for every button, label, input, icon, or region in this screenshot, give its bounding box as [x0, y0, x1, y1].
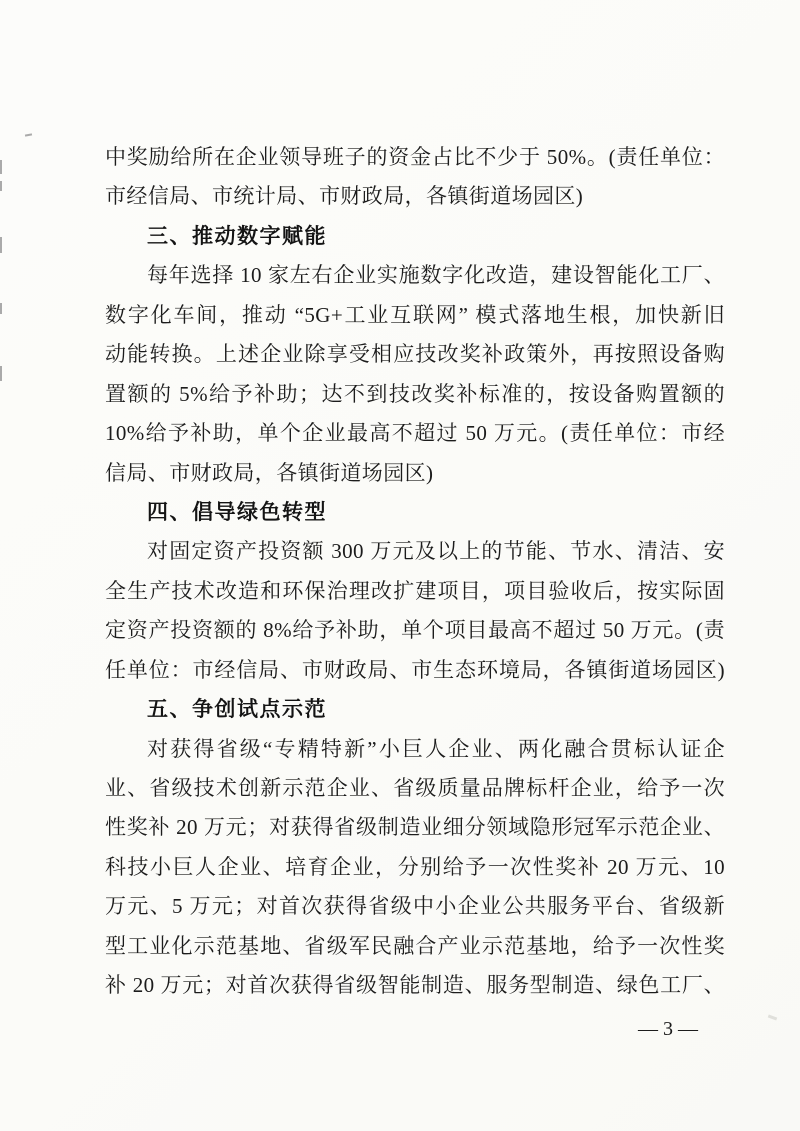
section-heading: 四、倡导绿色转型	[147, 500, 327, 524]
text-line: 每年选择 10 家左右企业实施数字化改造，建设智能化工厂、	[147, 263, 725, 288]
section-heading: 三、推动数字赋能	[147, 224, 327, 248]
text-line: 型工业化示范基地、省级军民融合产业示范基地，给予一次性奖	[105, 933, 725, 958]
text-line: 科技小巨人企业、培育企业，分别给予一次性奖补 20 万元、10	[105, 854, 725, 879]
document-body	[105, 138, 725, 1006]
text-line: 信局、市财政局，各镇街道场园区)	[105, 460, 434, 485]
text-line: 置额的 5%给予补助；达不到技改奖补标准的，按设备购置额的	[105, 381, 725, 406]
scan-artifact	[0, 160, 2, 174]
text-line: 数字化车间，推动 “5G+工业互联网” 模式落地生根，加快新旧	[105, 302, 725, 327]
text-line: 10%给予补助，单个企业最高不超过 50 万元。(责任单位：市经	[105, 421, 725, 446]
text-line: 万元、5 万元；对首次获得省级中小企业公共服务平台、省级新	[105, 894, 725, 919]
scan-artifact	[0, 303, 2, 314]
page-number: — 3 —	[638, 1018, 698, 1040]
text-line: 补 20 万元；对首次获得省级智能制造、服务型制造、绿色工厂、	[105, 973, 725, 998]
text-line: 中奖励给所在企业领导班子的资金占比不少于 50%。(责任单位：	[105, 145, 725, 169]
scan-artifact	[25, 133, 32, 136]
text-line: 任单位：市经信局、市财政局、市生态环境局，各镇街道场园区)	[105, 657, 725, 682]
text-line: 全生产技术改造和环保治理改扩建项目，项目验收后，按实际固	[105, 578, 725, 603]
text-line: 业、省级技术创新示范企业、省级质量品牌标杆企业，给予一次	[105, 776, 725, 800]
text-line: 动能转换。上述企业除享受相应技改奖补政策外，再按照设备购	[105, 342, 725, 367]
scan-smudge	[768, 1015, 777, 1021]
scan-artifact	[0, 237, 2, 253]
section-heading: 五、争创试点示范	[147, 698, 327, 722]
scan-artifact	[0, 366, 2, 381]
scan-artifact	[0, 181, 2, 191]
text-line: 市经信局、市统计局、市财政局，各镇街道场园区)	[105, 184, 584, 209]
text-line: 对固定资产投资额 300 万元及以上的节能、节水、清洁、安	[147, 539, 725, 564]
text-line: 定资产投资额的 8%给予补助，单个项目最高不超过 50 万元。(责	[105, 618, 725, 643]
text-line: 性奖补 20 万元；对获得省级制造业细分领域隐形冠军示范企业、	[105, 815, 725, 840]
text-line: 对获得省级“专精特新”小巨人企业、两化融合贯标认证企	[147, 736, 725, 761]
